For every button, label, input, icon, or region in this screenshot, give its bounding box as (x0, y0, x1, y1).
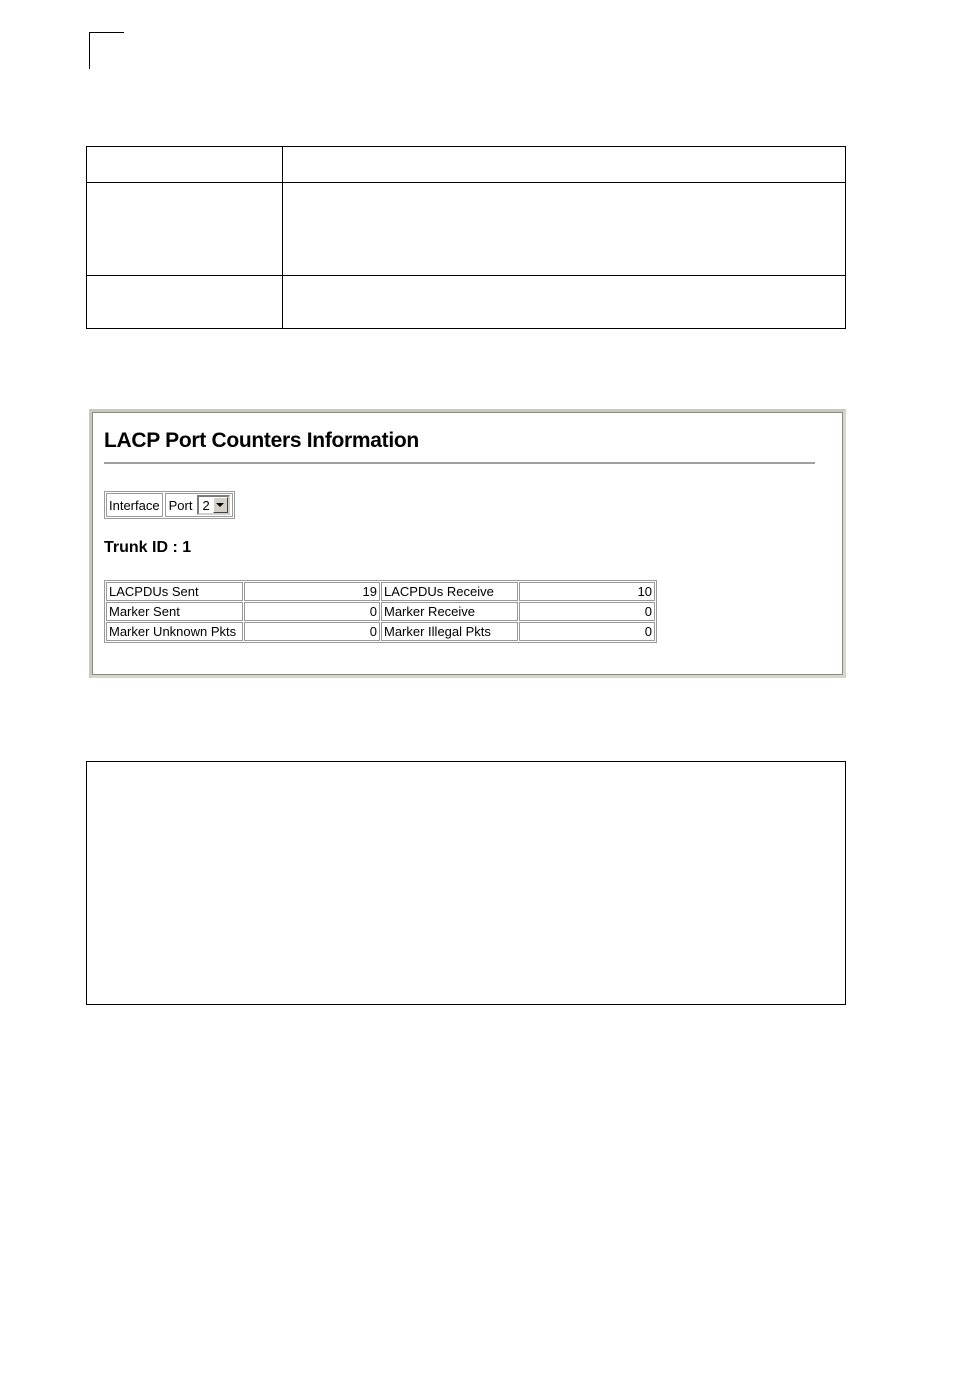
dropdown-button[interactable] (213, 497, 228, 513)
parameter-table (86, 146, 846, 329)
counter-value: 0 (244, 622, 380, 641)
port-select-value: 2 (202, 497, 210, 513)
counter-value: 10 (519, 582, 655, 601)
interface-label: Interface (106, 493, 163, 517)
port-group (165, 493, 233, 517)
counter-value: 0 (519, 622, 655, 641)
table-row (106, 602, 655, 621)
counter-label: Marker Receive (381, 602, 518, 621)
table-column-divider (282, 147, 283, 328)
counter-label: Marker Unknown Pkts (106, 622, 243, 641)
table-row-divider (87, 182, 845, 183)
port-select-box[interactable] (197, 495, 229, 515)
panel-frame (92, 412, 843, 675)
port-select[interactable] (197, 495, 229, 515)
counter-label: LACPDUs Sent (106, 582, 243, 601)
chevron-down-icon (216, 503, 224, 507)
crop-mark-horizontal (89, 32, 124, 33)
screenshot-panel (89, 409, 846, 678)
interface-selector (104, 491, 235, 519)
counter-value: 0 (519, 602, 655, 621)
trunk-id-label: Trunk ID : 1 (104, 539, 192, 556)
title-divider (104, 462, 815, 464)
port-label: Port (168, 497, 193, 513)
cli-example-box (86, 761, 846, 1005)
counter-label: Marker Illegal Pkts (381, 622, 518, 641)
crop-mark-vertical (89, 32, 90, 69)
counter-label: Marker Sent (106, 602, 243, 621)
table-row-divider (87, 275, 845, 276)
table-row (106, 582, 655, 601)
counter-label: LACPDUs Receive (381, 582, 518, 601)
table-row (106, 622, 655, 641)
counter-value: 19 (244, 582, 380, 601)
counter-value: 0 (244, 602, 380, 621)
counters-table (104, 580, 657, 643)
page-title: LACP Port Counters Information (104, 429, 419, 452)
